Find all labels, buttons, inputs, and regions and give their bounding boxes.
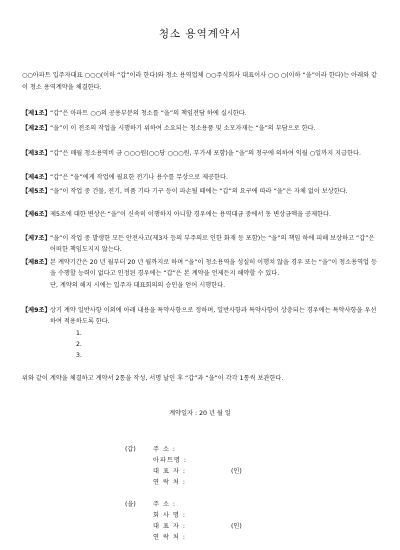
article-9 xyxy=(22,305,378,361)
seal-mark: (인) xyxy=(231,468,242,475)
article-5 xyxy=(22,186,378,197)
special-term-item: 2. xyxy=(76,340,82,348)
party-b-label: (을) xyxy=(125,501,136,508)
party-a-representative-row xyxy=(125,466,325,477)
article-number: 【제2조】 xyxy=(22,125,51,132)
article-text: “갑”은 아파트 ○○의 공용부분의 청소를 “을”의 책임전담 하에 실시한다. xyxy=(50,110,247,117)
article-7 xyxy=(22,233,378,256)
article-number: 【제4조】 xyxy=(22,174,51,181)
contract-date: 계약일자 : 20 년 월 일 xyxy=(169,410,231,417)
article-number: 【제5조】 xyxy=(22,188,51,195)
contact-label: 연 락 처 : xyxy=(153,479,186,486)
apartment-name-label: 아파트명 : xyxy=(153,457,187,464)
seal-mark: (인) xyxy=(231,523,242,530)
article-subclause: 단, 계약의 해지 시에는 입주자 대표회의의 승인을 얻어 시행한다. xyxy=(50,281,226,289)
article-4 xyxy=(22,172,378,183)
article-number: 【제7조】 xyxy=(22,235,51,242)
article-1 xyxy=(22,108,378,119)
contact-label: 연 락 처 : xyxy=(153,534,186,541)
article-6 xyxy=(22,209,378,220)
intro-paragraph: ○○아파트 입주자대표 ○○○(이하 “갑”이라 한다)와 청소 용역업체 ○○주식회사 대표이사 ○○ ○(이하 “을”이라 한다)는 아래와 같이 청소 용역계약을 체결한다. xyxy=(22,72,378,91)
article-text: 제5조에 대한 변상은 “을”이 신속히 이행하지 아니할 경우에는 용역대금 중에서 동 변상금액을 공제한다. xyxy=(50,211,331,218)
special-term-item: 3. xyxy=(76,352,82,360)
party-a-label: (갑) xyxy=(125,446,136,453)
company-name-label: 회 사 명 : xyxy=(153,512,186,519)
article-8 xyxy=(22,257,378,291)
party-a-contact-row xyxy=(125,477,325,488)
party-b-block xyxy=(125,499,325,543)
article-number: 【제8조】 xyxy=(22,259,51,266)
article-3 xyxy=(22,148,378,159)
article-text: “을”이 작업 중 발생한 모든 안전사고(제3자 등의 부주의로 인한 화재 등 포함)는 “을”의 책임 하에 피해 보상하고 “갑”은 어떠한 책임도지지 않는다. xyxy=(50,235,375,254)
address-label: 주 소 : xyxy=(153,501,176,508)
party-b-representative-row xyxy=(125,521,325,532)
party-a-apartment-row xyxy=(125,455,325,466)
article-number: 【제3조】 xyxy=(22,150,51,157)
party-b-contact-row xyxy=(125,532,325,543)
article-2 xyxy=(22,123,378,134)
party-a-block xyxy=(125,444,325,488)
article-text: “갑”은 매월 청소용역비 금 ○○○원(○○당 ○○○원, 부가세 포함)을 “을”의 청구에 의하여 익월 ○일까지 지급한다. xyxy=(50,150,361,157)
representative-label: 대 표 자 : xyxy=(153,468,186,475)
document-title: 청소 용역계약서 xyxy=(158,28,242,40)
article-text: “갑”은 “을”에게 작업에 필요한 전기나 용수를 무상으로 제공한다. xyxy=(50,174,228,181)
article-number: 【제1조】 xyxy=(22,110,51,117)
address-label: 주 소 : xyxy=(153,446,176,453)
party-a-address-row xyxy=(125,444,325,455)
article-text: 상기 계약 일반사항 이외에 아래 내용을 특약사항으로 정하며, 일반사항과 특약사항이 상충되는 경우에는 특약사항을 우선하여 적용하도록 한다. xyxy=(50,307,377,326)
party-b-company-row xyxy=(125,510,325,521)
closing-paragraph: 위와 같이 계약을 체결하고 계약서 2통을 작성, 서명 날인 후 “갑”과 “을”이 각각 1통씩 보관한다. xyxy=(22,375,284,382)
article-number: 【제9조】 xyxy=(22,307,51,314)
article-number: 【제6조】 xyxy=(22,211,51,218)
party-b-address-row xyxy=(125,499,325,510)
article-text: “을”이 작업 중 건물, 전기, 비품 기타 기구 등이 파손될 때에는 “갑”의 요구에 따라 “을”은 자체 없이 보상한다. xyxy=(50,188,348,195)
article-text: 본 계약기간은 20 년 월부터 20 년 월까지로 하며 “을”이 청소용역을 성실히 이행치 않을 경우 또는 “을”이 청소용역업 등을 수행할 능력이 없다고 인정된 경우에는 “갑”은 본 계약을 언제든지 해약할 수 있다. xyxy=(50,259,377,278)
representative-label: 대 표 자 : xyxy=(153,523,186,530)
special-term-item: 1. xyxy=(76,329,82,337)
article-text: “을”이 이 전조의 작업을 시행하기 위하여 소요되는 청소용품 및 소모자재는 “을”의 부담으로 한다. xyxy=(50,125,316,132)
